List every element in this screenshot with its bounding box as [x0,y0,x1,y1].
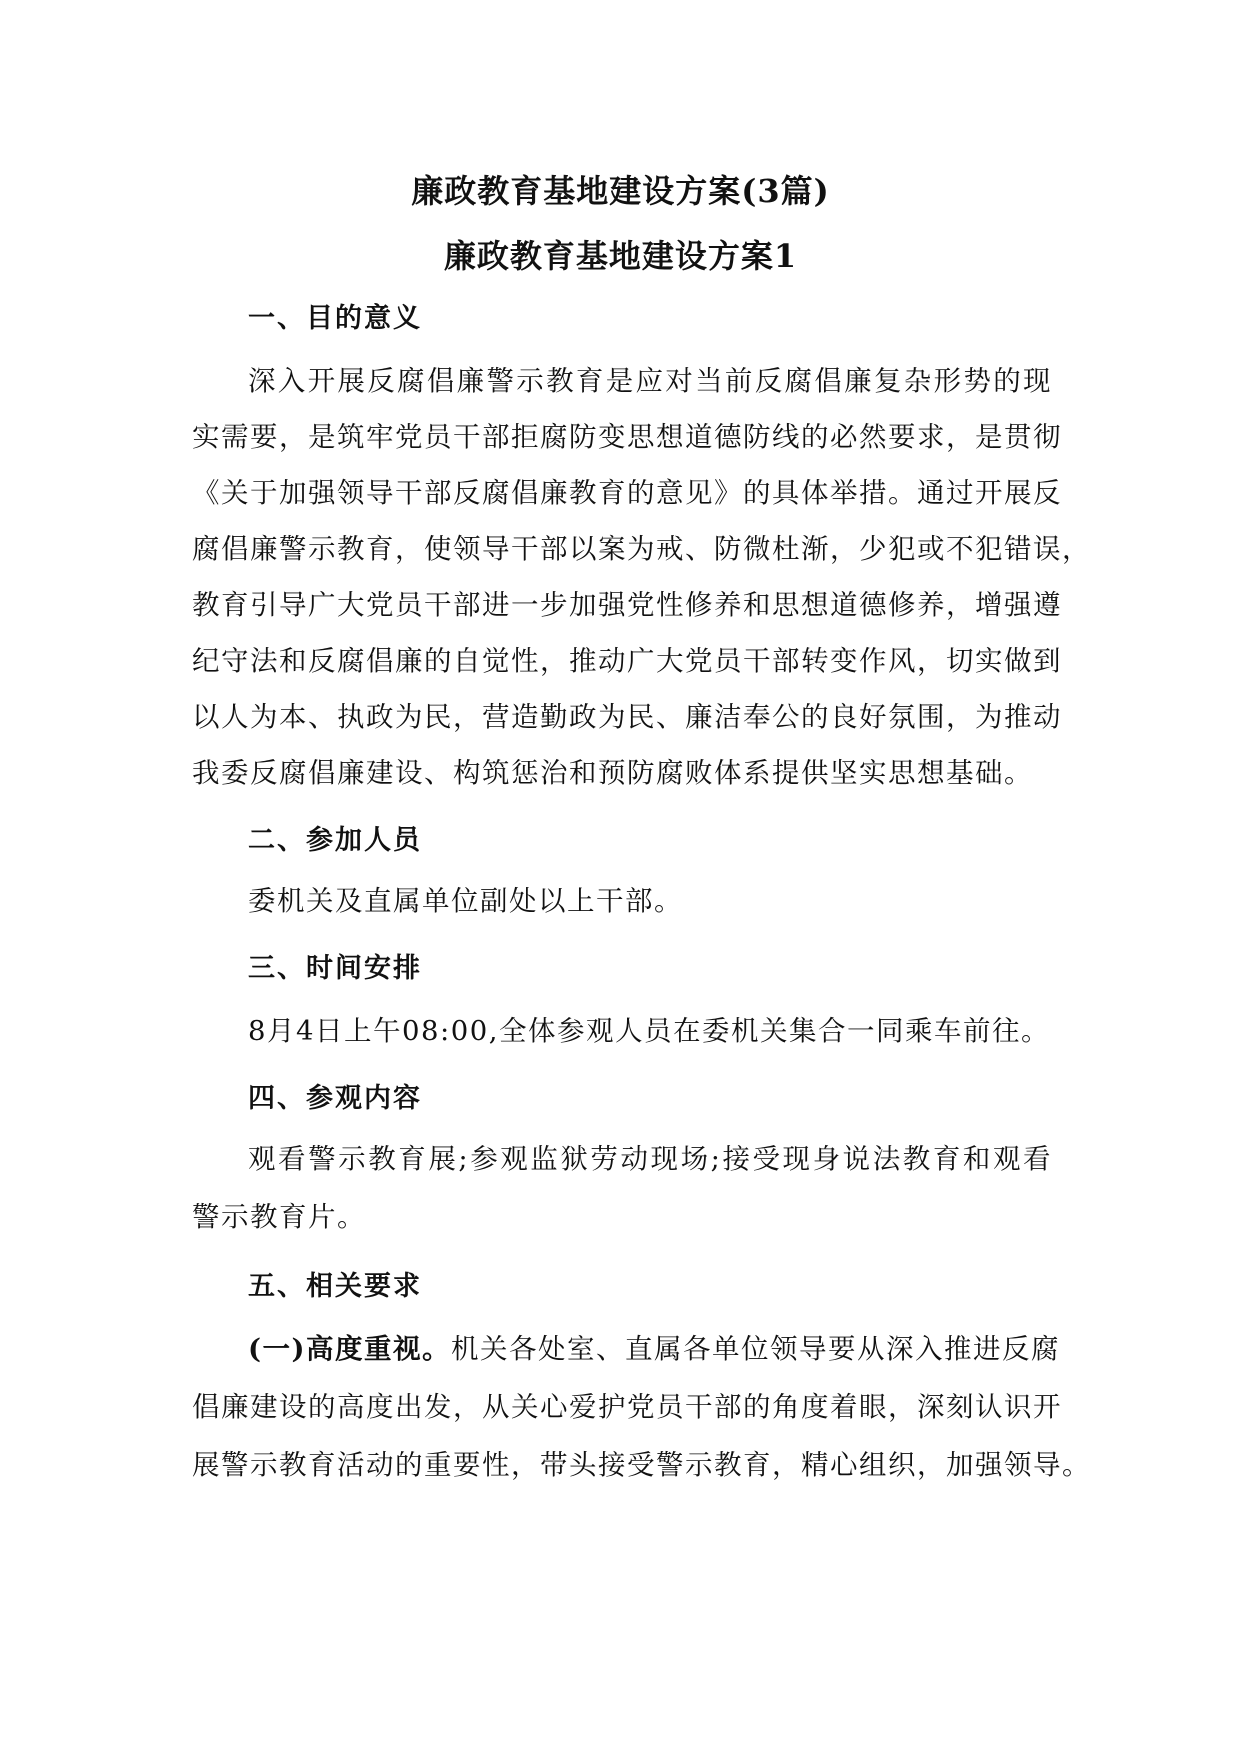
paragraph-line: 实需要，是筑牢党员干部拒腐防变思想道德防线的必然要求，是贯彻 [192,421,1062,453]
section-heading-purpose: 一、目的意义 [248,303,422,334]
paragraph-line: 腐倡廉警示教育，使领导干部以案为戒、防微杜渐，少犯或不犯错误， [192,533,1091,565]
paragraph-line: 观看警示教育展;参观监狱劳动现场;接受现身说法教育和观看 [248,1143,1052,1175]
paragraph-line: 警示教育片。 [192,1201,366,1233]
paragraph-line: 深入开展反腐倡廉警示教育是应对当前反腐倡廉复杂形势的现 [248,365,1052,397]
paragraph-line: 委机关及直属单位副处以上干部。 [248,885,683,917]
item-text: 机关各处室、直属各单位领导要从深入推进反腐 [451,1333,1061,1365]
item-label-high-priority: (一)高度重视。 [248,1333,452,1365]
document-subtitle: 廉政教育基地建设方案1 [443,237,798,275]
paragraph-line: 展警示教育活动的重要性，带头接受警示教育，精心组织，加强领导。 [192,1449,1091,1481]
document-title: 廉政教育基地建设方案(3篇) [411,172,830,210]
paragraph-line: 教育引导广大党员干部进一步加强党性修养和思想道德修养，增强遵 [192,589,1062,621]
paragraph-line: 倡廉建设的高度出发，从关心爱护党员干部的角度着眼，深刻认识开 [192,1391,1062,1423]
section-heading-requirements: 五、相关要求 [248,1271,422,1302]
paragraph-line: 我委反腐倡廉建设、构筑惩治和预防腐败体系提供坚实思想基础。 [192,757,1033,789]
paragraph-line: 8月4日上午08:00,全体参观人员在委机关集合一同乘车前往。 [248,1015,1050,1047]
section-heading-content: 四、参观内容 [248,1083,422,1114]
paragraph-line: 《关于加强领导干部反腐倡廉教育的意见》的具体举措。通过开展反 [192,477,1062,509]
section-heading-participants: 二、参加人员 [248,825,422,856]
section-heading-schedule: 三、时间安排 [248,953,422,984]
paragraph-line: 纪守法和反腐倡廉的自觉性，推动广大党员干部转变作风，切实做到 [192,645,1062,677]
paragraph-line: 以人为本、执政为民，营造勤政为民、廉洁奉公的良好氛围，为推动 [192,701,1062,733]
paragraph-line-item-1 [248,1326,1061,1366]
